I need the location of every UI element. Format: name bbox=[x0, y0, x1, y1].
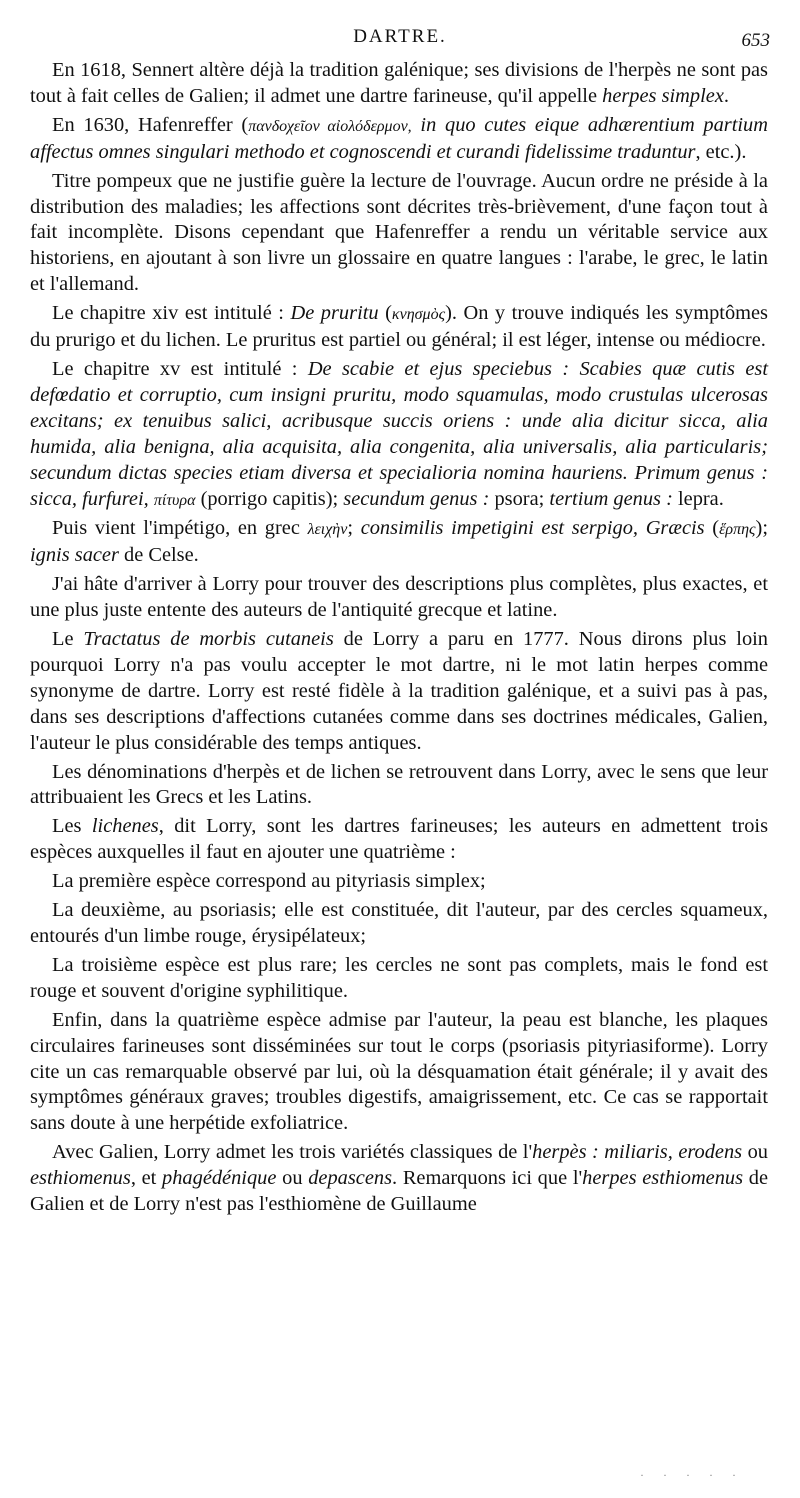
italic-text: herpès : miliaris, erodens bbox=[532, 1141, 743, 1164]
text-run: J'ai hâte d'arriver à Lorry pour trouver des descriptions plus complètes, plus exactes, et une plus juste entente des auteurs de l'antiquité grecque et latine. bbox=[30, 573, 768, 622]
italic-text: lichenes bbox=[91, 815, 159, 838]
text-run: (porrigo capitis); bbox=[195, 487, 344, 510]
paragraph-p15 bbox=[30, 1140, 768, 1218]
italic-text: Tractatus de morbis cutaneis bbox=[83, 628, 334, 651]
italic-text: consimilis impetigini est serpigo, Græcis bbox=[360, 517, 705, 540]
text-run: ou bbox=[742, 1141, 769, 1164]
italic-text: ignis sacer bbox=[30, 544, 119, 567]
text-run: de Galien et de Lorry n'est pas l'esthiomène de Guillaume bbox=[30, 1167, 768, 1216]
text-run: ( bbox=[704, 517, 720, 540]
running-title: DARTRE. bbox=[353, 26, 447, 47]
text-run: , dit Lorry, sont les dartres farineuses; les auteurs en admettent trois espèces auxquelles il faut en ajouter une quatrième : bbox=[30, 815, 769, 864]
paragraph-p12 bbox=[30, 898, 768, 950]
text-run: En 1618, Sennert altère déjà la tradition galénique; ses divisions de l'herpès ne sont pas tout à fait celles de Galien; il admet une dartre farineuse, qu'il appelle bbox=[30, 59, 768, 107]
text-run: , etc.). bbox=[695, 140, 747, 163]
italic-text: depascens bbox=[308, 1167, 393, 1190]
italic-text: herpes simplex bbox=[602, 84, 724, 107]
greek-text: πανδοχεῖον αἰολόδερμον, bbox=[248, 117, 412, 135]
greek-text: πίτυρα bbox=[153, 491, 196, 509]
italic-text: secundum genus : bbox=[343, 487, 490, 510]
text-run: . bbox=[723, 84, 729, 107]
paragraph-p14 bbox=[30, 1008, 768, 1138]
text-run: Puis vient l'impétigo, en grec bbox=[52, 517, 308, 540]
italic-text: in quo cutes eique adhærentium partium affectus omnes singulari methodo et cognoscendi et curandi fidelissime traduntur bbox=[30, 113, 768, 163]
text-run: Le chapitre xv est intitulé : bbox=[52, 357, 308, 380]
text-run: Avec Galien, Lorry admet les trois variétés classiques de l' bbox=[52, 1141, 533, 1164]
page-header bbox=[30, 26, 770, 56]
page-number: 653 bbox=[741, 30, 770, 51]
paragraph-p10 bbox=[30, 814, 768, 866]
text-run: de Lorry a paru en 1777. Nous dirons plus loin pourquoi Lorry n'a pas voulu accepter le mot dartre, ni le mot latin herpes comme synonyme de dartre. Lorry est resté fidèle à la tradition galénique, et a suivi pas à pas, dans ses descriptions d'affections cutanées comme dans ses doctrines médicales, Galien, l'auteur le plus considérable des temps antiques. bbox=[30, 628, 768, 754]
text-run: . Remarquons ici que l' bbox=[392, 1167, 583, 1190]
greek-text: κνησμὸς bbox=[391, 306, 446, 324]
text-run: ( bbox=[378, 302, 392, 325]
text-run: Titre pompeux que ne justifie guère la lecture de l'ouvrage. Aucun ordre ne préside à la distribution des maladies; les affections sont décrites très-brièvement, d'une façon tout à fait incomplète. Disons cependant que Hafenreffer a rendu un véritable service aux historiens, en ajoutant à son livre un glossaire en quatre langues : l'arabe, le grec, le latin et l'allemand. bbox=[30, 169, 768, 296]
text-run: La deuxième, au psoriasis; elle est constituée, dit l'auteur, par des cercles squameux, entourés d'un limbe rouge, érysipélateux; bbox=[30, 899, 768, 947]
paragraph-p7 bbox=[30, 572, 768, 624]
italic-text: phagédénique bbox=[162, 1167, 277, 1190]
paragraph-p2 bbox=[30, 113, 768, 166]
paragraph-p4 bbox=[30, 301, 768, 354]
paragraph-p1 bbox=[30, 58, 768, 110]
text-run: , et bbox=[130, 1167, 163, 1190]
text-run: lepra. bbox=[672, 487, 724, 510]
text-run: ); bbox=[755, 517, 769, 540]
text-run: Les dénominations d'herpès et de lichen se retrouvent dans Lorry, avec le sens que leur attribuaient les Grecs et les Latins. bbox=[30, 760, 768, 809]
paragraph-p8 bbox=[30, 627, 768, 757]
paragraph-p6 bbox=[30, 516, 768, 569]
paragraph-p11 bbox=[30, 869, 768, 895]
italic-text: herpes esthiomenus bbox=[582, 1167, 744, 1190]
text-run: ou bbox=[276, 1167, 309, 1190]
text-run: ). On y trouve indiqués les symptômes du prurigo et du lichen. Le pruritus est partiel ou général; il est léger, intense ou médiocre. bbox=[30, 302, 768, 352]
text-run: Les bbox=[52, 815, 92, 838]
paragraph-p3 bbox=[30, 169, 768, 299]
paragraph-p13 bbox=[30, 953, 768, 1005]
greek-text: λειχὴν bbox=[307, 521, 348, 539]
italic-text: tertium genus : bbox=[549, 487, 673, 510]
paragraph-p9 bbox=[30, 760, 768, 812]
text-run: Le bbox=[52, 628, 84, 651]
greek-text: ἕρπης bbox=[719, 521, 756, 539]
paragraph-p5 bbox=[30, 357, 768, 513]
text-run: Le chapitre xiv est intitulé : bbox=[52, 302, 291, 325]
text-run: psora; bbox=[489, 487, 550, 510]
italic-text: De scabie et ejus speciebus : Scabies quæ cutis est defœdatio et corruptio, cum insigni pruritu, modo squamulas, modo crustulas ulcerosas excitans; ex tenuibus salici, acribusque succis oriens : unde alia dicitur sicca, alia humida, alia benigna, alia acquisita, alia congenita, alia universalis, alia particularis; secundum dictas species etiam diversa et specialioria nomina hauriens. Primum genus : sicca, furfurei, bbox=[30, 357, 768, 510]
printer-marks: · · · · · bbox=[640, 1468, 744, 1482]
italic-text: De pruritu bbox=[290, 302, 379, 325]
text-run: de Celse. bbox=[118, 544, 199, 567]
text-run: La première espèce correspond au pityriasis simplex; bbox=[52, 870, 486, 893]
text-run: La troisième espèce est plus rare; les cercles ne sont pas complets, mais le fond est rouge et souvent d'origine syphilitique. bbox=[30, 953, 768, 1002]
body-text bbox=[30, 58, 768, 1221]
text-run: En 1630, Hafenreffer ( bbox=[52, 113, 249, 136]
text-run: Enfin, dans la quatrième espèce admise par l'auteur, la peau est blanche, les plaques circulaires farineuses sont disséminées sur tout le corps (psoriasis pityriasiforme). Lorry cite un cas remarquable observé par lui, où la désquamation était générale; il y avait des symptômes généraux graves; troubles digestifs, amaigrissement, etc. Ce cas se rapportait sans doute à une herpétide exfoliatrice. bbox=[30, 1008, 768, 1135]
italic-text: esthiomenus bbox=[30, 1167, 131, 1190]
text-run: ; bbox=[347, 517, 361, 540]
